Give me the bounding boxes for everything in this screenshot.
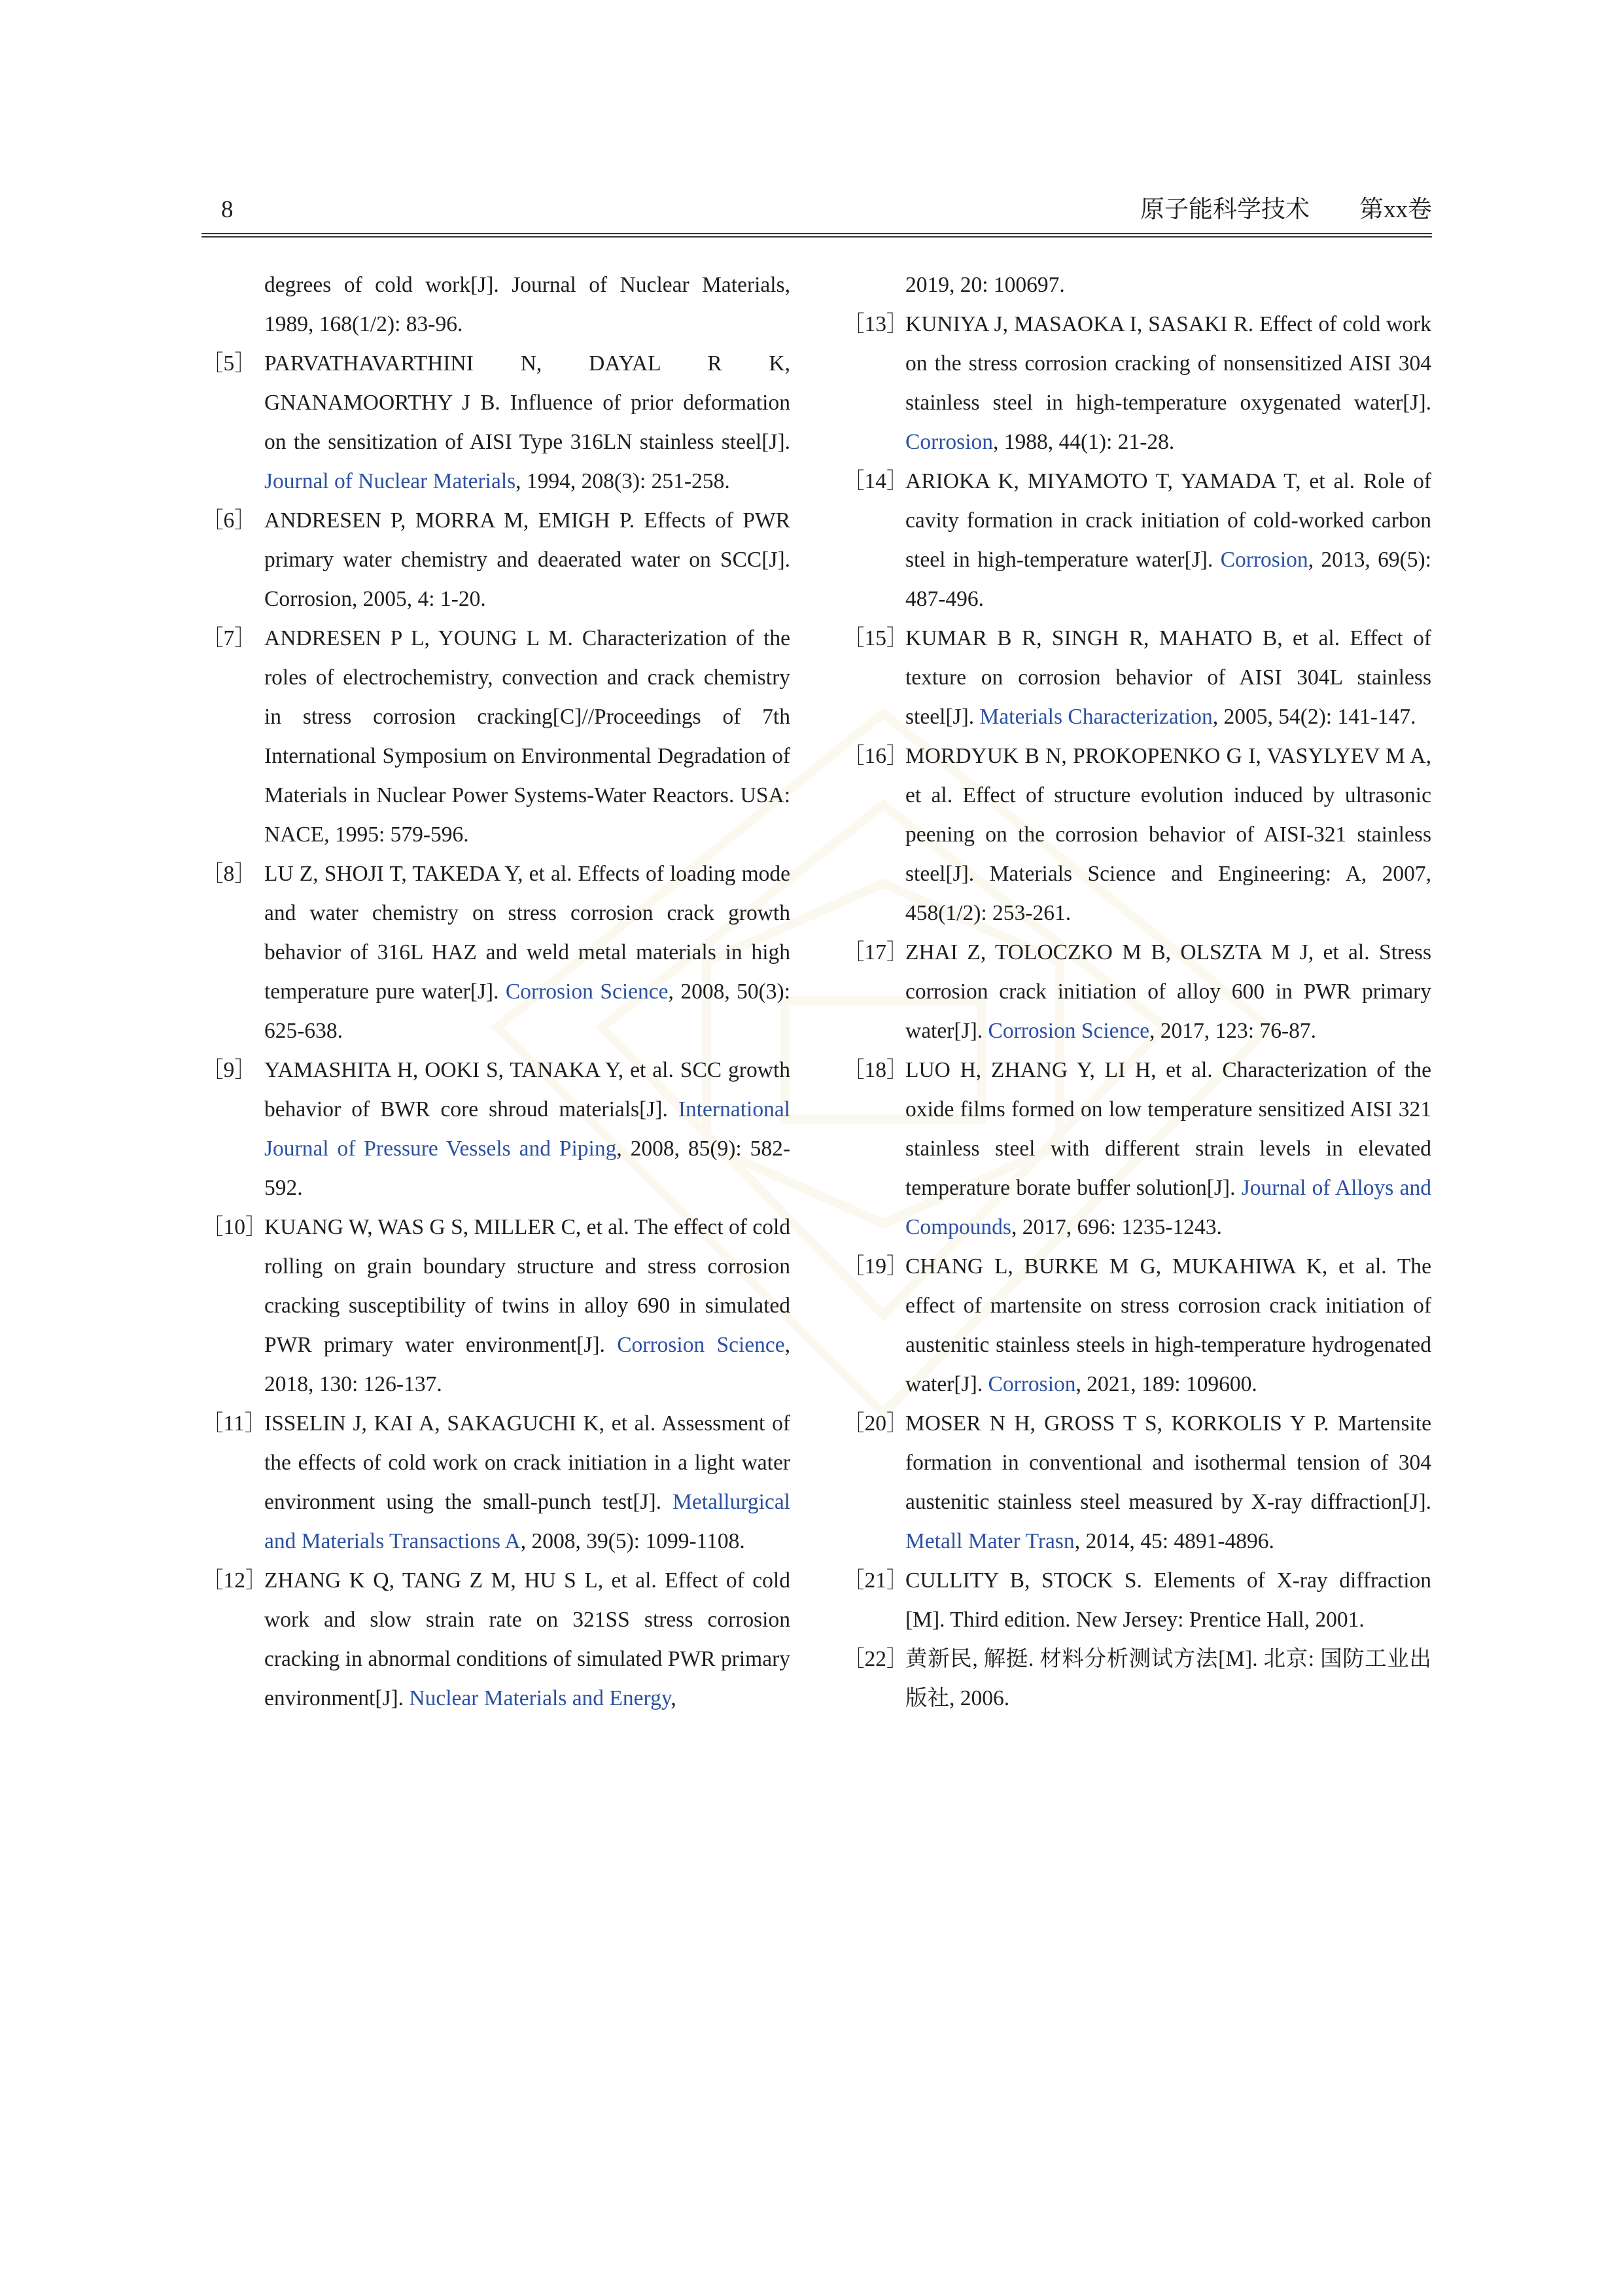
reference-text: ANDRESEN P, MORRA M, EMIGH P. Effects of PWR primary water chemistry and deaerated water on SCC[J]. Corrosion, 2005, 4: 1-20. bbox=[264, 508, 790, 611]
reference-text: 2019, 20: 100697. bbox=[905, 273, 1065, 297]
references-left-column bbox=[201, 266, 790, 1718]
references-right-column bbox=[843, 266, 1431, 1718]
reference-number: ［20］ bbox=[843, 1411, 909, 1436]
reference-number: ［13］ bbox=[843, 312, 909, 336]
reference-text: YAMASHITA H, OOKI S, TANAKA Y, et al. SCC growth behavior of BWR core shroud materials[J]. bbox=[264, 1058, 790, 1122]
reference-item bbox=[843, 305, 1431, 462]
reference-text: CHANG L, BURKE M G, MUKAHIWA K, et al. The effect of martensite on stress corrosion crack initiation of austenitic stainless steels in high-temperature hydrogenated water[J]. bbox=[905, 1254, 1431, 1396]
reference-number: ［14］ bbox=[843, 469, 909, 493]
reference-text: ZHAI Z, TOLOCZKO M B, OLSZTA M J, et al. Stress corrosion crack initiation of alloy 600 in PWR primary water[J]. bbox=[905, 940, 1431, 1043]
reference-item bbox=[843, 619, 1431, 737]
reference-number: ［17］ bbox=[843, 940, 909, 964]
reference-number: ［21］ bbox=[843, 1568, 909, 1593]
reference-number: ［8］ bbox=[201, 862, 256, 886]
journal-link[interactable]: Metallurgical and Materials Transactions A bbox=[264, 1490, 790, 1553]
reference-number: ［15］ bbox=[843, 626, 909, 650]
reference-text: , 2018, 130: 126-137. bbox=[264, 1333, 791, 1396]
journal-link[interactable]: Corrosion Science bbox=[505, 980, 669, 1004]
reference-item bbox=[201, 501, 790, 619]
reference-text: ARIOKA K, MIYAMOTO T, YAMADA T, et al. Role of cavity formation in crack initiation of cold-worked carbon steel in high-temperature water[J]. bbox=[905, 469, 1431, 572]
reference-text: , 2008, 50(3): 625-638. bbox=[264, 980, 790, 1043]
reference-text: LUO H, ZHANG Y, LI H, et al. Characterization of the oxide films formed on low temperature sensitized AISI 321 stainless steel with different strain levels in elevated temperature borate buffer solution[J]. bbox=[905, 1058, 1431, 1200]
journal-link[interactable]: Corrosion Science bbox=[617, 1333, 785, 1357]
reference-text: , 2013, 69(5): 487-496. bbox=[905, 548, 1431, 611]
reference-text: KUNIYA J, MASAOKA I, SASAKI R. Effect of cold work on the stress corrosion cracking of nonsensitized AISI 304 stainless steel in high-temperature oxygenated water[J]. bbox=[905, 312, 1431, 415]
reference-item bbox=[201, 855, 790, 1051]
journal-link[interactable]: Materials Characterization bbox=[979, 705, 1213, 729]
reference-text: ISSELIN J, KAI A, SAKAGUCHI K, et al. Assessment of the effects of cold work on crack initiation in a light water environment using the small-punch test[J]. bbox=[264, 1411, 790, 1514]
reference-item bbox=[201, 1561, 790, 1718]
reference-number: ［11］ bbox=[201, 1411, 267, 1436]
journal-link[interactable]: Journal of Alloys and Compounds bbox=[905, 1176, 1431, 1239]
reference-text: , 2017, 696: 1235-1243. bbox=[1011, 1215, 1222, 1239]
reference-text: , 1994, 208(3): 251-258. bbox=[515, 469, 730, 493]
reference-number: ［10］ bbox=[201, 1215, 268, 1239]
reference-number: ［12］ bbox=[201, 1568, 268, 1593]
reference-number: ［16］ bbox=[843, 744, 909, 768]
reference-text: 黄新民, 解挺. 材料分析测试方法[M]. 北京: 国防工业出版社, 2006. bbox=[905, 1647, 1431, 1710]
journal-link[interactable]: Corrosion bbox=[988, 1372, 1076, 1396]
reference-text: KUANG W, WAS G S, MILLER C, et al. The effect of cold rolling on grain boundary structure and stress corrosion cracking susceptibility of twins in alloy 690 in simulated PWR primary water environment[J]. bbox=[264, 1215, 790, 1357]
reference-text: KUMAR B R, SINGH R, MAHATO B, et al. Effect of texture on corrosion behavior of AISI 304L stainless steel[J]. bbox=[905, 626, 1431, 729]
reference-item bbox=[201, 344, 790, 501]
reference-number: ［6］ bbox=[201, 508, 256, 533]
reference-text: , 2014, 45: 4891-4896. bbox=[1074, 1529, 1274, 1553]
reference-item bbox=[843, 1051, 1431, 1247]
reference-item bbox=[201, 266, 790, 344]
reference-item bbox=[201, 619, 790, 855]
reference-text: , 2005, 54(2): 141-147. bbox=[1212, 705, 1416, 729]
reference-text: ANDRESEN P L, YOUNG L M. Characterization of the roles of electrochemistry, convection and crack chemistry in stress corrosion cracking[C]//Proceedings of 7th International Symposium on Environmental Degradation of Materials in Nuclear Power Systems-Water Reactors. USA: NACE, 1995: 579-596. bbox=[264, 626, 790, 847]
journal-link[interactable]: Nuclear Materials and Energy bbox=[409, 1686, 671, 1710]
reference-text: , 2017, 123: 76-87. bbox=[1149, 1019, 1317, 1043]
journal-link[interactable]: Corrosion bbox=[905, 430, 993, 454]
reference-text: PARVATHAVARTHINI N, DAYAL R K, GNANAMOORTHY J B. Influence of prior deformation on the sensitization of AISI Type 316LN stainless steel[J]. bbox=[264, 351, 790, 454]
reference-item bbox=[843, 462, 1431, 619]
volume-label: 第xx卷 bbox=[1359, 196, 1432, 223]
reference-item bbox=[201, 1404, 790, 1561]
reference-text: CULLITY B, STOCK S. Elements of X-ray diffraction [M]. Third edition. New Jersey: Prentice Hall, 2001. bbox=[905, 1568, 1431, 1632]
journal-link[interactable]: Corrosion bbox=[1220, 548, 1308, 572]
reference-item bbox=[843, 1561, 1431, 1640]
reference-item bbox=[843, 1247, 1431, 1404]
reference-item bbox=[201, 1051, 790, 1208]
reference-number: ［7］ bbox=[201, 626, 256, 650]
reference-item bbox=[843, 1640, 1431, 1718]
reference-text: , 1988, 44(1): 21-28. bbox=[993, 430, 1175, 454]
journal-link[interactable]: Journal of Nuclear Materials bbox=[264, 469, 516, 493]
reference-number: ［18］ bbox=[843, 1058, 909, 1082]
reference-number: ［19］ bbox=[843, 1254, 909, 1279]
reference-text: ZHANG K Q, TANG Z M, HU S L, et al. Effect of cold work and slow strain rate on 321SS stress corrosion cracking in abnormal conditions of simulated PWR primary environment[J]. bbox=[264, 1568, 790, 1710]
reference-item bbox=[843, 737, 1431, 933]
reference-text: degrees of cold work[J]. Journal of Nuclear Materials, 1989, 168(1/2): 83-96. bbox=[264, 273, 790, 336]
journal-link[interactable]: Metall Mater Trasn bbox=[905, 1529, 1075, 1553]
reference-text: , 2008, 39(5): 1099-1108. bbox=[520, 1529, 745, 1553]
reference-number: ［5］ bbox=[201, 351, 256, 376]
reference-text: , 2008, 85(9): 582-592. bbox=[264, 1137, 790, 1200]
running-head bbox=[1140, 194, 1432, 226]
reference-text: MOSER N H, GROSS T S, KORKOLIS Y P. Martensite formation in conventional and isothermal tension of 304 austenitic stainless steel measured by X-ray diffraction[J]. bbox=[905, 1411, 1431, 1514]
reference-item bbox=[201, 1208, 790, 1404]
header-double-rule bbox=[201, 233, 1432, 238]
reference-number: ［22］ bbox=[843, 1647, 909, 1671]
reference-text: MORDYUK B N, PROKOPENKO G I, VASYLYEV M A, et al. Effect of structure evolution induced by ultrasonic peening on the corrosion behavior of AISI-321 stainless steel[J]. Materials Science and Engineering: A, 2007, 458(1/2): 253-261. bbox=[905, 744, 1431, 925]
reference-text: LU Z, SHOJI T, TAKEDA Y, et al. Effects of loading mode and water chemistry on stress corrosion crack growth behavior of 316L HAZ and weld metal materials in high temperature pure water[J]. bbox=[264, 862, 790, 1004]
page-number: 8 bbox=[221, 196, 234, 223]
reference-text: , bbox=[671, 1686, 676, 1710]
journal-link[interactable]: Corrosion Science bbox=[988, 1019, 1150, 1043]
reference-item bbox=[843, 933, 1431, 1051]
reference-text: , 2021, 189: 109600. bbox=[1075, 1372, 1257, 1396]
reference-item bbox=[843, 266, 1431, 305]
journal-title: 原子能科学技术 bbox=[1140, 196, 1310, 223]
journal-link[interactable]: International Journal of Pressure Vessels and Piping bbox=[264, 1097, 790, 1161]
reference-item bbox=[843, 1404, 1431, 1561]
reference-number: ［9］ bbox=[201, 1058, 256, 1082]
